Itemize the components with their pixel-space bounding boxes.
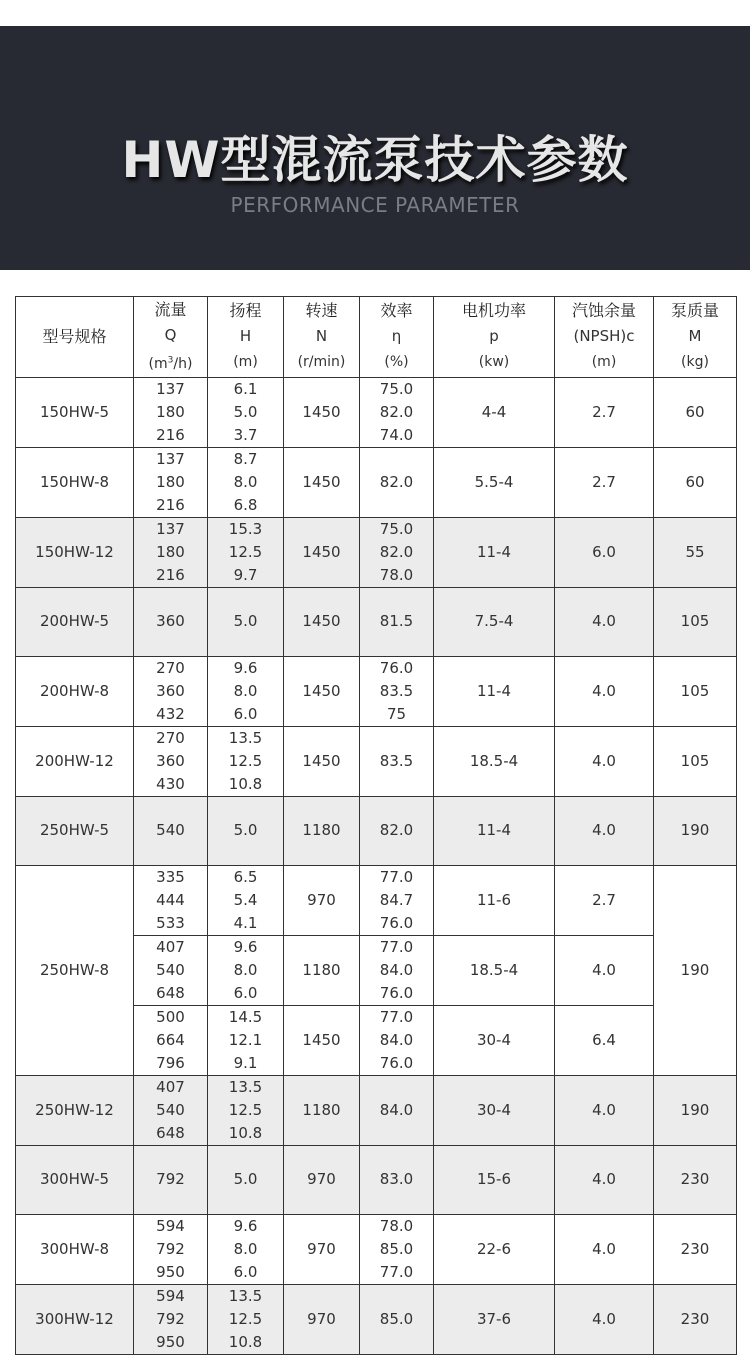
efficiency-cell-value: 83.5 (379, 751, 414, 770)
efficiency-cell-value: 75.0 (379, 519, 414, 538)
model-cell: 300HW-12 (16, 1284, 134, 1354)
head-cell (208, 377, 284, 447)
flow-cell-value: 180 (156, 542, 185, 561)
head-cell-value: 12.5 (228, 1100, 263, 1119)
efficiency-cell-value: 84.0 (379, 1030, 414, 1049)
flow-cell-value: 180 (156, 402, 185, 421)
flow-cell-value: 533 (156, 913, 185, 932)
flow-cell-value: 360 (156, 612, 185, 631)
head-cell-value: 8.7 (233, 449, 258, 468)
header-speed: 转速 N (r/min) (284, 297, 360, 378)
header-flow: 流量 Q $(m^3/h)$ (134, 297, 208, 378)
head-cell-value: 13.5 (228, 1286, 263, 1305)
efficiency-cell-value: 83.5 (379, 681, 414, 700)
mass-cell: 60 (654, 447, 737, 517)
flow-cell-value: 594 (156, 1286, 185, 1305)
efficiency-cell (360, 1145, 434, 1214)
npsh-cell: 4.0 (555, 587, 654, 656)
efficiency-cell-value: 76.0 (379, 1053, 414, 1072)
flow-cell (134, 796, 208, 865)
table-header-row (16, 297, 737, 378)
head-cell (208, 447, 284, 517)
flow-cell-value: 216 (156, 495, 185, 514)
power-cell: 11-4 (434, 796, 555, 865)
head-cell-value: 12.5 (228, 751, 263, 770)
speed-cell: 1180 (284, 796, 360, 865)
power-cell: 15-6 (434, 1145, 555, 1214)
speed-cell: 1450 (284, 517, 360, 587)
flow-cell-value: 594 (156, 1216, 185, 1235)
flow-cell (134, 865, 208, 935)
head-cell (208, 865, 284, 935)
table-row (16, 517, 737, 587)
flow-cell-value: 500 (156, 1007, 185, 1026)
mass-cell: 190 (654, 796, 737, 865)
flow-cell-value: 796 (156, 1053, 185, 1072)
head-cell-value: 10.8 (228, 1332, 263, 1351)
head-cell-value: 3.7 (233, 425, 258, 444)
efficiency-cell (360, 1075, 434, 1145)
head-cell-value: 8.0 (233, 681, 258, 700)
flow-cell (134, 587, 208, 656)
head-cell (208, 1075, 284, 1145)
table-row (16, 796, 737, 865)
head-cell-value: 4.1 (233, 913, 258, 932)
head-cell (208, 656, 284, 726)
head-cell-value: 6.0 (233, 1262, 258, 1281)
head-cell-value: 6.5 (233, 867, 258, 886)
model-cell: 300HW-5 (16, 1145, 134, 1214)
npsh-cell: 4.0 (555, 1145, 654, 1214)
flow-cell-value: 540 (156, 1100, 185, 1119)
table-row (16, 1214, 737, 1284)
efficiency-cell-value: 83.0 (379, 1170, 414, 1189)
mass-cell: 190 (654, 865, 737, 1075)
head-cell-value: 6.8 (233, 495, 258, 514)
head-cell-value: 6.0 (233, 704, 258, 723)
flow-cell (134, 726, 208, 796)
head-cell (208, 1005, 284, 1075)
speed-cell: 1450 (284, 656, 360, 726)
npsh-cell: 6.0 (555, 517, 654, 587)
head-cell-value: 5.0 (233, 612, 258, 631)
flow-cell-value: 664 (156, 1030, 185, 1049)
head-cell-value: 10.8 (228, 1123, 263, 1142)
header-power: 电机功率 p (kw) (434, 297, 555, 378)
speed-cell: 1450 (284, 377, 360, 447)
speed-cell: 1450 (284, 726, 360, 796)
head-cell (208, 935, 284, 1005)
model-cell: 300HW-8 (16, 1214, 134, 1284)
efficiency-cell (360, 865, 434, 935)
speed-cell: 1450 (284, 1005, 360, 1075)
efficiency-cell-value: 84.0 (379, 960, 414, 979)
head-cell-value: 9.6 (233, 1216, 258, 1235)
table-row (16, 726, 737, 796)
flow-cell-value: 648 (156, 983, 185, 1002)
npsh-cell: 4.0 (555, 726, 654, 796)
head-cell-value: 5.0 (233, 821, 258, 840)
speed-cell: 970 (284, 1214, 360, 1284)
efficiency-cell-value: 77.0 (379, 867, 414, 886)
flow-cell-value: 137 (156, 449, 185, 468)
parameter-table-container (15, 296, 736, 1355)
efficiency-cell-value: 82.0 (379, 472, 414, 491)
power-cell: 11-4 (434, 656, 555, 726)
flow-cell (134, 447, 208, 517)
header-model: 型号规格 (16, 297, 134, 378)
power-cell: 11-4 (434, 517, 555, 587)
head-cell-value: 10.8 (228, 774, 263, 793)
flow-cell-value: 648 (156, 1123, 185, 1142)
flow-cell-value: 407 (156, 1077, 185, 1096)
efficiency-cell-value: 77.0 (379, 1262, 414, 1281)
npsh-cell: 4.0 (555, 1214, 654, 1284)
efficiency-cell-value: 82.0 (379, 402, 414, 421)
efficiency-cell (360, 935, 434, 1005)
head-cell-value: 6.0 (233, 983, 258, 1002)
mass-cell: 105 (654, 726, 737, 796)
table-row (16, 447, 737, 517)
table-row (16, 587, 737, 656)
header-banner (0, 26, 750, 270)
power-cell: 11-6 (434, 865, 555, 935)
head-cell-value: 8.0 (233, 472, 258, 491)
power-cell: 18.5-4 (434, 726, 555, 796)
head-cell (208, 1145, 284, 1214)
power-cell: 30-4 (434, 1075, 555, 1145)
head-cell-value: 12.5 (228, 542, 263, 561)
efficiency-cell-value: 81.5 (379, 612, 414, 631)
mass-cell: 55 (654, 517, 737, 587)
efficiency-cell-value: 82.0 (379, 542, 414, 561)
flow-cell (134, 935, 208, 1005)
flow-cell (134, 1214, 208, 1284)
flow-cell-value: 216 (156, 565, 185, 584)
table-row (16, 1075, 737, 1145)
header-npsh: 汽蚀余量 (NPSH)c (m) (555, 297, 654, 378)
efficiency-cell-value: 85.0 (379, 1309, 414, 1328)
table-row (16, 1145, 737, 1214)
npsh-cell: 4.0 (555, 935, 654, 1005)
table-row (16, 377, 737, 447)
head-cell-value: 5.0 (233, 402, 258, 421)
head-cell (208, 1284, 284, 1354)
mass-cell: 230 (654, 1284, 737, 1354)
efficiency-cell-value: 78.0 (379, 565, 414, 584)
efficiency-cell (360, 656, 434, 726)
flow-cell-value: 137 (156, 519, 185, 538)
efficiency-cell-value: 84.7 (379, 890, 414, 909)
efficiency-cell-value: 76.0 (379, 983, 414, 1002)
npsh-cell: 4.0 (555, 656, 654, 726)
head-cell (208, 726, 284, 796)
head-cell-value: 5.0 (233, 1170, 258, 1189)
flow-cell-value: 792 (156, 1309, 185, 1328)
npsh-cell: 4.0 (555, 1075, 654, 1145)
table-row (16, 1284, 737, 1354)
head-cell-value: 13.5 (228, 728, 263, 747)
flow-cell (134, 1075, 208, 1145)
flow-cell-value: 360 (156, 751, 185, 770)
efficiency-cell (360, 796, 434, 865)
efficiency-cell (360, 517, 434, 587)
efficiency-cell-value: 75 (386, 704, 407, 723)
top-gap (0, 0, 750, 26)
efficiency-cell (360, 1005, 434, 1075)
parameter-table (15, 296, 737, 1355)
header-head: 扬程 H (m) (208, 297, 284, 378)
head-cell-value: 12.1 (228, 1030, 263, 1049)
efficiency-cell-value: 84.0 (379, 1100, 414, 1119)
power-cell: 22-6 (434, 1214, 555, 1284)
power-cell: 5.5-4 (434, 447, 555, 517)
flow-cell-value: 950 (156, 1262, 185, 1281)
npsh-cell: 2.7 (555, 865, 654, 935)
flow-cell-value: 270 (156, 658, 185, 677)
efficiency-cell (360, 1284, 434, 1354)
page-subtitle: PERFORMANCE PARAMETER (230, 193, 520, 217)
model-cell: 200HW-5 (16, 587, 134, 656)
efficiency-cell-value: 82.0 (379, 821, 414, 840)
power-cell: 37-6 (434, 1284, 555, 1354)
efficiency-cell-value: 76.0 (379, 913, 414, 932)
page-title: HW型混流泵技术参数 (121, 131, 629, 189)
npsh-cell: 4.0 (555, 1284, 654, 1354)
npsh-cell: 2.7 (555, 377, 654, 447)
speed-cell: 1180 (284, 935, 360, 1005)
efficiency-cell-value: 74.0 (379, 425, 414, 444)
speed-cell: 970 (284, 1145, 360, 1214)
head-cell-value: 9.6 (233, 658, 258, 677)
flow-cell (134, 1005, 208, 1075)
head-cell-value: 13.5 (228, 1077, 263, 1096)
head-cell-value: 15.3 (228, 519, 263, 538)
head-cell-value: 14.5 (228, 1007, 263, 1026)
mass-cell: 230 (654, 1214, 737, 1284)
speed-cell: 970 (284, 1284, 360, 1354)
flow-cell-value: 792 (156, 1239, 185, 1258)
model-cell: 200HW-12 (16, 726, 134, 796)
table-row (16, 865, 737, 935)
flow-cell-value: 444 (156, 890, 185, 909)
mass-cell: 105 (654, 587, 737, 656)
power-cell: 4-4 (434, 377, 555, 447)
head-cell-value: 12.5 (228, 1309, 263, 1328)
power-cell: 7.5-4 (434, 587, 555, 656)
efficiency-cell-value: 76.0 (379, 658, 414, 677)
model-cell: 150HW-5 (16, 377, 134, 447)
efficiency-cell (360, 726, 434, 796)
flow-cell (134, 517, 208, 587)
flow-cell-value: 432 (156, 704, 185, 723)
table-body (16, 377, 737, 1354)
flow-cell (134, 1284, 208, 1354)
head-cell (208, 1214, 284, 1284)
flow-cell-value: 407 (156, 937, 185, 956)
flow-cell (134, 1145, 208, 1214)
efficiency-cell-value: 77.0 (379, 937, 414, 956)
mass-cell: 190 (654, 1075, 737, 1145)
model-cell: 250HW-5 (16, 796, 134, 865)
flow-cell-value: 360 (156, 681, 185, 700)
npsh-cell: 6.4 (555, 1005, 654, 1075)
flow-cell-value: 540 (156, 821, 185, 840)
efficiency-cell (360, 377, 434, 447)
efficiency-cell (360, 587, 434, 656)
npsh-cell: 2.7 (555, 447, 654, 517)
efficiency-cell-value: 78.0 (379, 1216, 414, 1235)
head-cell (208, 517, 284, 587)
head-cell-value: 9.1 (233, 1053, 258, 1072)
mass-cell: 60 (654, 377, 737, 447)
flow-cell-value: 180 (156, 472, 185, 491)
speed-cell: 1450 (284, 587, 360, 656)
flow-cell-value: 430 (156, 774, 185, 793)
model-cell: 200HW-8 (16, 656, 134, 726)
flow-cell-value: 540 (156, 960, 185, 979)
efficiency-cell-value: 77.0 (379, 1007, 414, 1026)
efficiency-cell-value: 85.0 (379, 1239, 414, 1258)
speed-cell: 1450 (284, 447, 360, 517)
flow-cell (134, 377, 208, 447)
speed-cell: 970 (284, 865, 360, 935)
mass-cell: 230 (654, 1145, 737, 1214)
flow-cell (134, 656, 208, 726)
power-cell: 18.5-4 (434, 935, 555, 1005)
power-cell: 30-4 (434, 1005, 555, 1075)
model-cell: 150HW-12 (16, 517, 134, 587)
table-row (16, 656, 737, 726)
header-mass: 泵质量 M (kg) (654, 297, 737, 378)
head-cell-value: 9.7 (233, 565, 258, 584)
head-cell (208, 587, 284, 656)
head-cell-value: 9.6 (233, 937, 258, 956)
model-cell: 150HW-8 (16, 447, 134, 517)
flow-cell-value: 792 (156, 1170, 185, 1189)
speed-cell: 1180 (284, 1075, 360, 1145)
model-cell: 250HW-8 (16, 865, 134, 1075)
head-cell (208, 796, 284, 865)
efficiency-cell (360, 1214, 434, 1284)
npsh-cell: 4.0 (555, 796, 654, 865)
head-cell-value: 8.0 (233, 1239, 258, 1258)
head-cell-value: 6.1 (233, 379, 258, 398)
flow-cell-value: 335 (156, 867, 185, 886)
flow-cell-value: 216 (156, 425, 185, 444)
efficiency-cell-value: 75.0 (379, 379, 414, 398)
head-cell-value: 5.4 (233, 890, 258, 909)
head-cell-value: 8.0 (233, 960, 258, 979)
flow-cell-value: 950 (156, 1332, 185, 1351)
flow-cell-value: 137 (156, 379, 185, 398)
efficiency-cell (360, 447, 434, 517)
mass-cell: 105 (654, 656, 737, 726)
header-efficiency: 效率 η (%) (360, 297, 434, 378)
model-cell: 250HW-12 (16, 1075, 134, 1145)
flow-cell-value: 270 (156, 728, 185, 747)
